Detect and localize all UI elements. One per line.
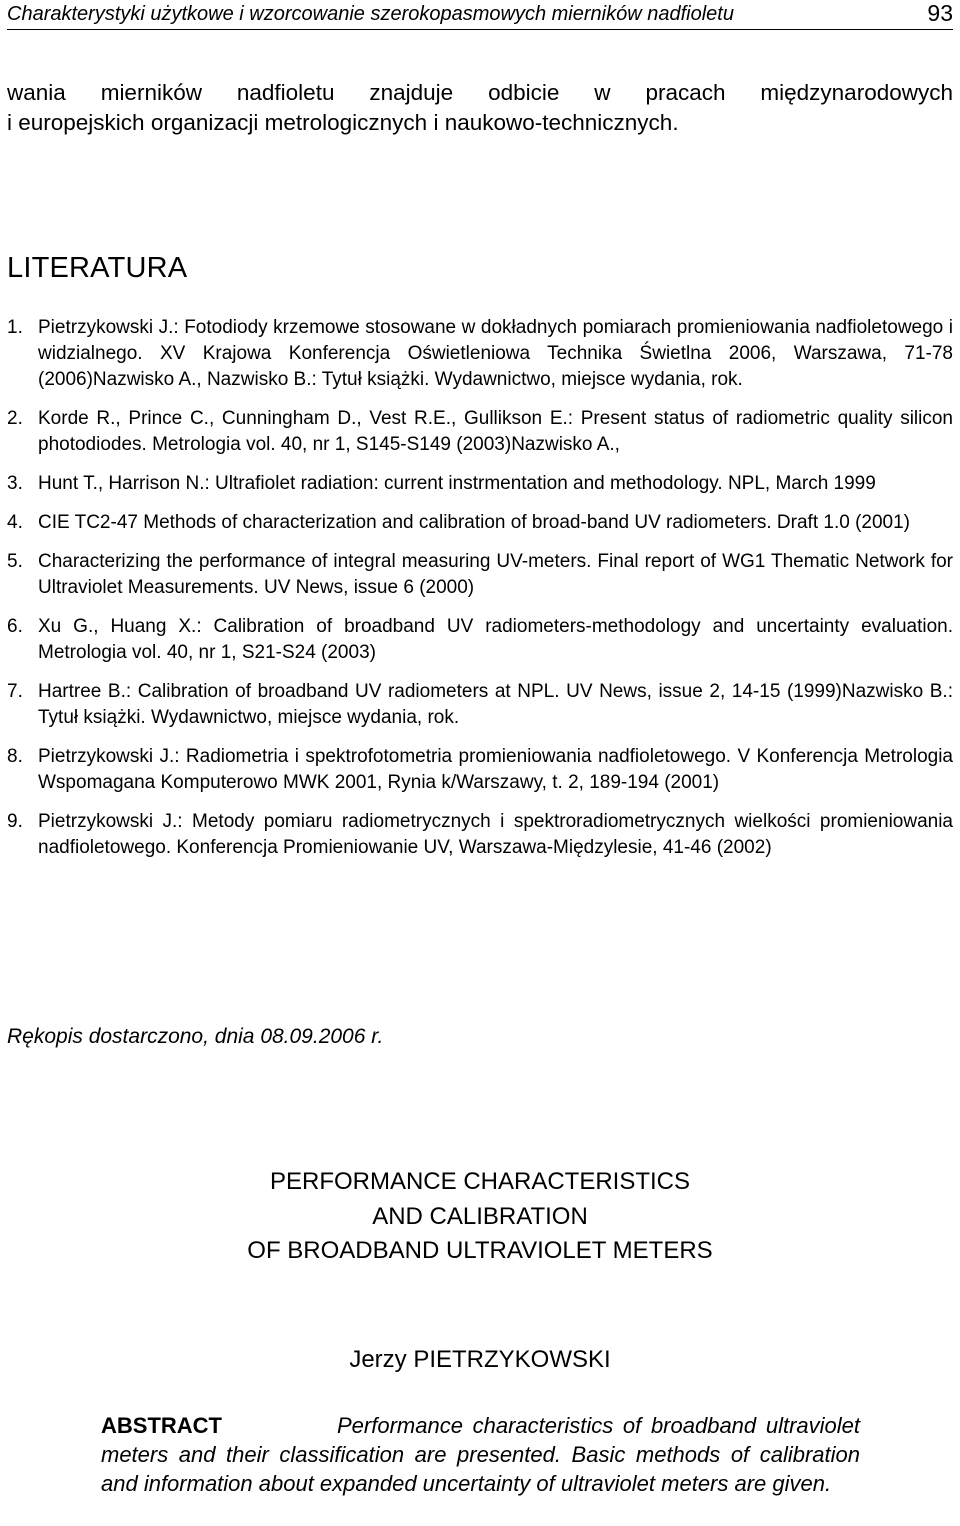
reference-number: 6. — [7, 616, 23, 637]
reference-number: 1. — [7, 317, 23, 338]
reference-number: 2. — [7, 408, 23, 429]
reference-number: 5. — [7, 551, 23, 572]
reference-list — [7, 315, 953, 861]
abstract — [101, 1411, 860, 1498]
reference-text: Hunt T., Harrison N.: Ultrafiolet radiation: current instrmentation and methodology. NPL, March 1999 — [38, 473, 876, 494]
author-name: Jerzy PIETRZYKOWSKI — [349, 1346, 611, 1373]
reference-item — [7, 510, 953, 536]
abstract-label: ABSTRACT — [101, 1413, 222, 1438]
english-title-line-1: PERFORMANCE CHARACTERISTICS — [269, 1168, 691, 1195]
reference-text: Xu G., Huang X.: Calibration of broadband UV radiometers-methodology and uncertainty evaluation. Metrologia vol. 40, nr 1, S21-S24 (2003) — [38, 616, 953, 663]
running-title: Charakterystyki użytkowe i wzorcowanie szerokopasmowych mierników nadfioletu — [7, 3, 734, 25]
reference-number: 3. — [7, 473, 23, 494]
reference-item — [7, 471, 953, 497]
reference-item — [7, 744, 953, 796]
reference-text: Korde R., Prince C., Cunningham D., Vest R.E., Gullikson E.: Present status of radiometric quality silicon photodiodes. Metrologia vol. 40, nr 1, S145-S149 (2003)Nazwisko A., — [38, 408, 953, 455]
reference-text: Hartree B.: Calibration of broadband UV radiometers at NPL. UV News, issue 2, 14-15 (1999)Nazwisko B.: Tytuł książki. Wydawnictwo, miejsce wydania, rok. — [38, 681, 953, 728]
abstract-text: Performance characteristics of broadband ultraviolet meters and their classification are presented. Basic methods of calibration and information about expanded uncertainty of ultraviolet meters are given. — [101, 1413, 860, 1496]
reference-item — [7, 679, 953, 731]
reference-text: Pietrzykowski J.: Metody pomiaru radiometrycznych i spektroradiometrycznych wielkości promieniowania nadfioletowego. Konferencja Promieniowanie UV, Warszawa-Międzylesie, 41-46 (2002) — [38, 811, 953, 858]
reference-item — [7, 614, 953, 666]
manuscript-received-note: Rękopis dostarczono, dnia 08.09.2006 r. — [7, 1025, 384, 1048]
reference-text: Pietrzykowski J.: Radiometria i spektrofotometria promieniowania nadfioletowego. V Konferencja Metrologia Wspomagana Komputerowo MWK 2001, Rynia k/Warszawy, t. 2, 189-194 (2001) — [38, 746, 953, 793]
reference-item — [7, 406, 953, 458]
reference-item — [7, 315, 953, 393]
reference-number: 4. — [7, 512, 23, 533]
english-title-line-2: AND CALIBRATION — [372, 1202, 588, 1230]
intro-paragraph — [7, 78, 953, 138]
reference-number: 9. — [7, 811, 23, 832]
reference-text: Pietrzykowski J.: Fotodiody krzemowe stosowane w dokładnych pomiarach promieniowania nadfioletowego i widzialnego. XV Krajowa Konferencja Oświetleniowa Technika Świetlna 2006, Warszawa, 71-78 (2006)Nazwisko A., Nazwisko B.: Tytuł książki. Wydawnictwo, miejsce wydania, rok. — [38, 317, 953, 390]
english-title-line-3: OF BROADBAND ULTRAVIOLET METERS — [247, 1237, 713, 1264]
intro-line-1: wania mierników nadfioletu znajduje odbicie w pracach międzynarodowych — [7, 80, 953, 105]
english-title — [0, 1165, 960, 1269]
reference-number: 8. — [7, 746, 23, 767]
reference-text: CIE TC2-47 Methods of characterization and calibration of broad-band UV radiometers. Draft 1.0 (2001) — [38, 512, 910, 533]
intro-line-2: i europejskich organizacji metrologicznych i naukowo-technicznych. — [7, 110, 679, 135]
page-number: 93 — [927, 0, 953, 26]
reference-number: 7. — [7, 681, 23, 702]
reference-item — [7, 809, 953, 861]
reference-text: Characterizing the performance of integral measuring UV-meters. Final report of WG1 Thematic Network for Ultraviolet Measurements. UV News, issue 6 (2000) — [38, 551, 953, 598]
reference-item — [7, 549, 953, 601]
literature-heading: LITERATURA — [7, 252, 188, 284]
page-header — [7, 0, 953, 30]
